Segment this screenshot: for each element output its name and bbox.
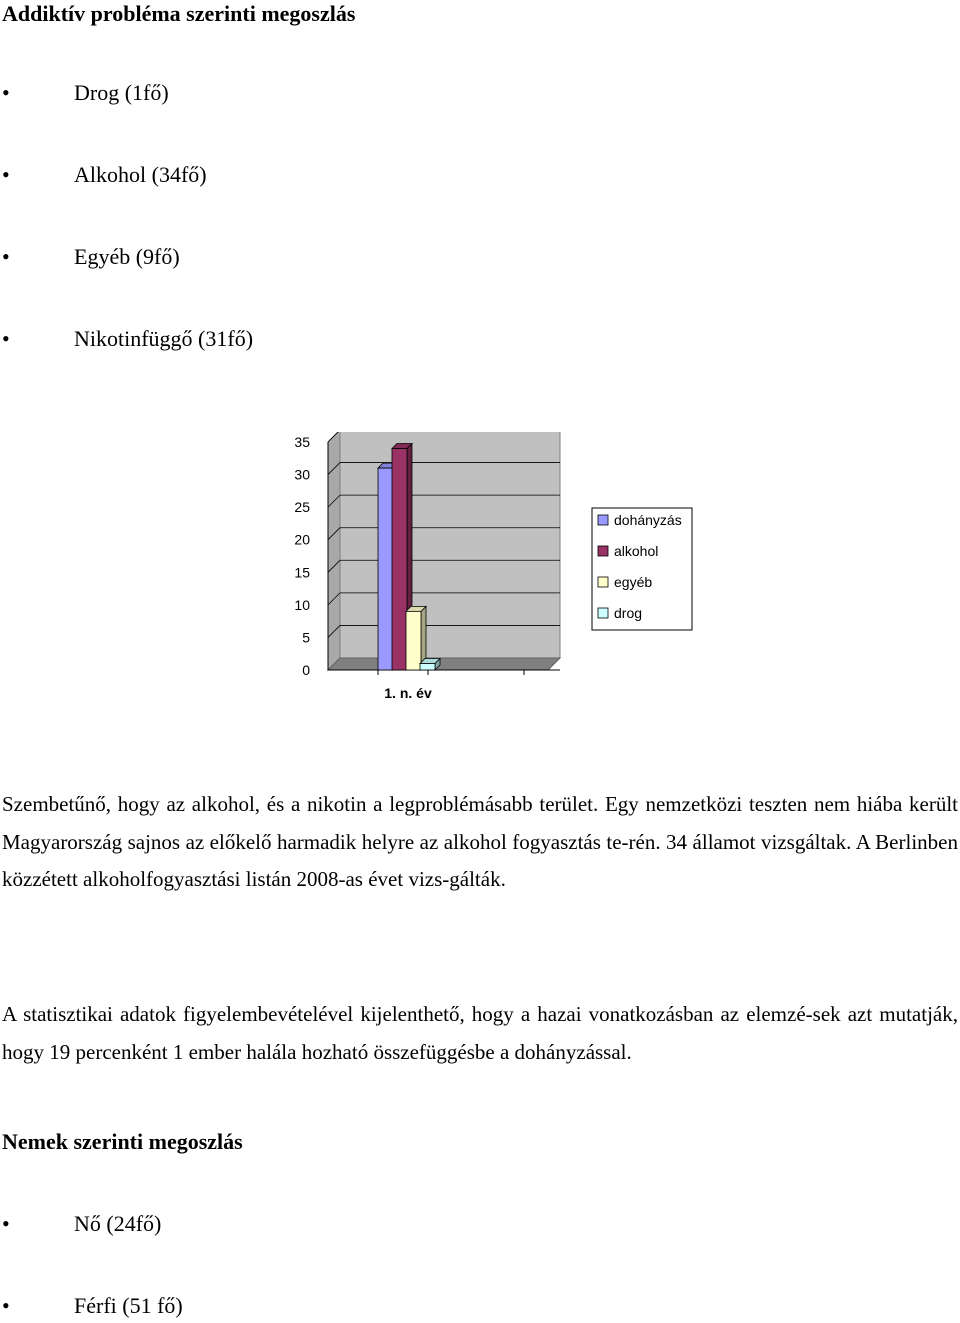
- legend-swatch-egyéb: [598, 577, 608, 587]
- bar-front: [420, 663, 435, 670]
- plot-side-wall: [328, 432, 340, 670]
- bullet-icon: •: [2, 162, 10, 187]
- y-tick-label: 5: [302, 629, 310, 646]
- chart-svg: [280, 432, 700, 712]
- y-tick-label: 25: [294, 499, 310, 516]
- bar-front: [406, 611, 421, 670]
- legend-label-alkohol: alkohol: [614, 543, 659, 559]
- y-tick-label: 15: [294, 564, 310, 581]
- legend-label-drog: drog: [614, 605, 643, 621]
- plot-back-wall: [328, 432, 560, 670]
- legend-label-dohányzás: dohányzás: [614, 512, 682, 528]
- legend-swatch-drog: [598, 608, 608, 618]
- bullet-icon: •: [2, 244, 10, 269]
- y-tick-label: 30: [294, 466, 310, 483]
- legend-label-egyéb: egyéb: [614, 574, 653, 590]
- paragraph-statistics: A statisztikai adatok figyelembevételével kijelenthető, hogy a hazai vonatkozásban az elemzé-sek azt mutatják, hogy 19 percenként 1 ember halála hozható összefüggésbe a dohányzással.: [2, 1002, 958, 1064]
- bar-drog: [420, 658, 440, 670]
- bullet-icon: •: [2, 1293, 10, 1318]
- y-tick-label: 0: [302, 662, 310, 678]
- bar-front: [392, 449, 407, 670]
- bar-front: [378, 468, 393, 670]
- bullet-icon: •: [2, 80, 10, 105]
- addiction-bar-chart: [280, 432, 700, 712]
- section-heading-addiction: Addiktív probléma szerinti megoszlás: [2, 1, 356, 26]
- legend-swatch-alkohol: [598, 546, 608, 556]
- plot-floor: [328, 658, 560, 670]
- legend-swatch-dohányzás: [598, 515, 608, 525]
- y-tick-label: 10: [294, 596, 310, 613]
- bullet-icon: •: [2, 326, 10, 351]
- paragraph-alcohol-nicotine: Szembetűnő, hogy az alkohol, és a nikotin a legproblémásabb terület. Egy nemzetközi teszten nem hiába került Magyarország sajnos az előkelő harmadik helyre az alkohol fogyasztás te-rén. 34 államot vizsgáltak. A Berlinben közzétett alkoholfogyasztási listán 2008-as évet vizs-gálták.: [2, 792, 958, 892]
- bullet-icon: •: [2, 1211, 10, 1236]
- category-label: 1. n. év: [384, 685, 432, 701]
- y-tick-label: 20: [294, 531, 310, 548]
- section-heading-gender: Nemek szerinti megoszlás: [2, 1129, 243, 1154]
- y-tick-label: 35: [294, 434, 310, 450]
